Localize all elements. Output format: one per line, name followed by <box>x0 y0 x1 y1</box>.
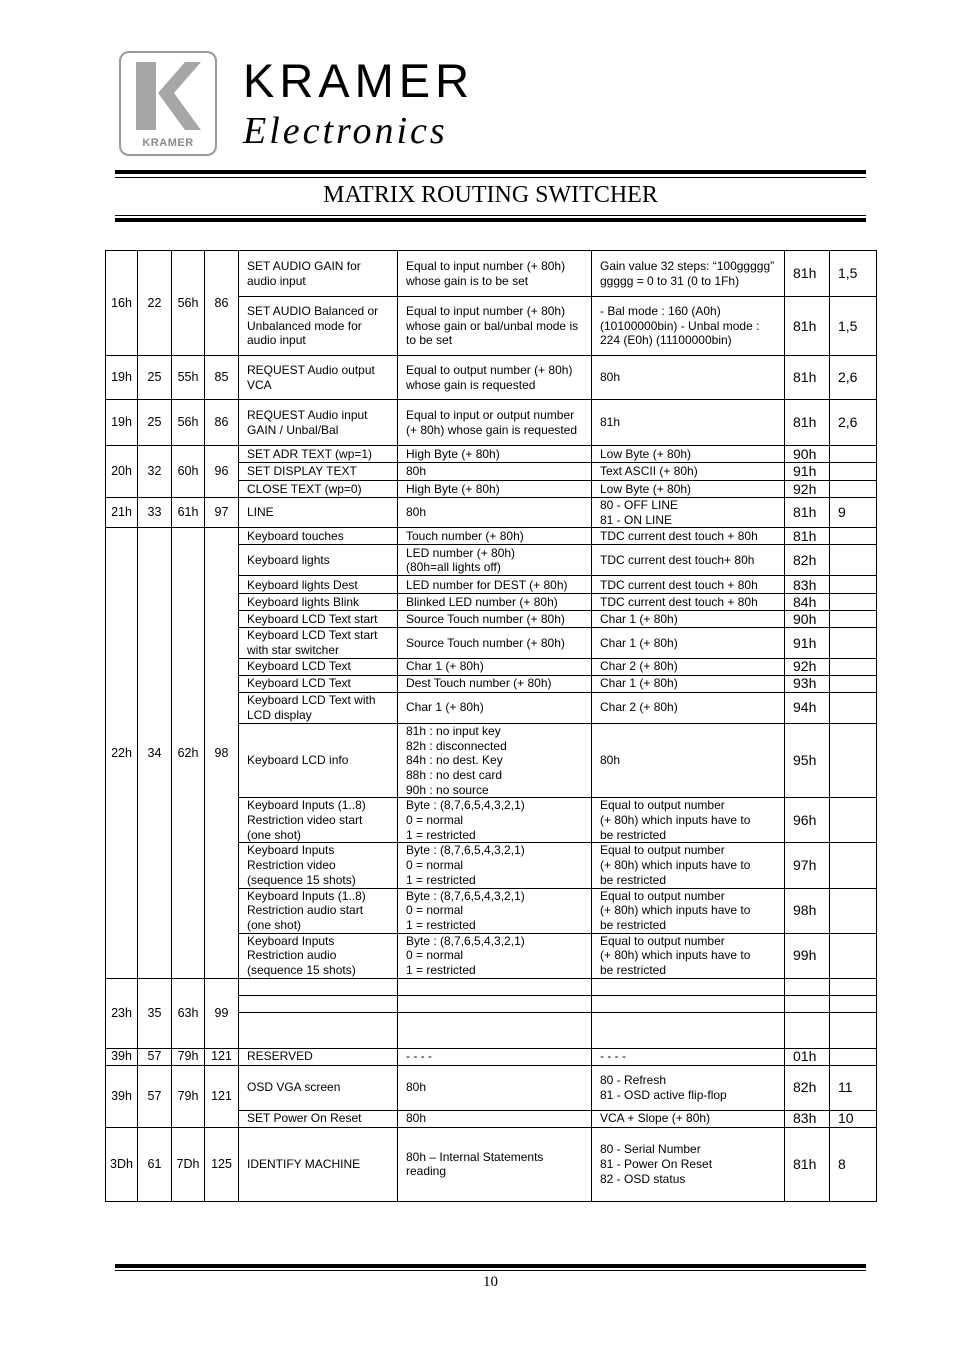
hex-code-alt-cell: 62h <box>172 528 205 978</box>
note-cell: 1,5 <box>830 251 877 297</box>
code-cell: 95h <box>785 723 830 798</box>
byte2-cell: Dest Touch number (+ 80h) <box>398 675 592 692</box>
decimal-code-alt-cell: 85 <box>205 356 239 400</box>
note-cell <box>830 658 877 675</box>
code-cell <box>785 1012 830 1048</box>
byte2-cell: Byte : (8,7,6,5,4,3,2,1) 0 = normal 1 = restricted <box>398 843 592 888</box>
byte2-cell <box>398 1012 592 1048</box>
instruction-cell: Keyboard LCD Text with LCD display <box>239 692 398 723</box>
note-cell <box>830 933 877 978</box>
code-cell: 01h <box>785 1048 830 1065</box>
byte3-cell: Char 1 (+ 80h) <box>592 675 785 692</box>
note-cell: 2,6 <box>830 356 877 400</box>
instruction-cell: SET AUDIO Balanced or Unbalanced mode for audio input <box>239 297 398 356</box>
kramer-logo <box>119 51 217 156</box>
code-cell: 83h <box>785 576 830 594</box>
hex-code-alt-cell: 56h <box>172 251 205 356</box>
byte2-cell: Char 1 (+ 80h) <box>398 692 592 723</box>
decimal-code-alt-cell: 125 <box>205 1127 239 1201</box>
byte3-cell: 80 - Refresh 81 - OSD active flip-flop <box>592 1065 785 1110</box>
byte2-cell: High Byte (+ 80h) <box>398 481 592 498</box>
note-cell <box>830 843 877 888</box>
title-rule-thin <box>115 215 866 216</box>
hex-code-cell: 21h <box>106 498 138 528</box>
instruction-cell: Keyboard lights Dest <box>239 576 398 594</box>
hex-code-cell: 39h <box>106 1048 138 1065</box>
decimal-code-cell: 35 <box>138 978 172 1048</box>
code-cell: 91h <box>785 628 830 658</box>
decimal-code-alt-cell: 86 <box>205 251 239 356</box>
note-cell <box>830 576 877 594</box>
code-cell: 99h <box>785 933 830 978</box>
code-cell: 92h <box>785 658 830 675</box>
byte2-cell <box>398 995 592 1012</box>
code-cell: 98h <box>785 888 830 933</box>
instruction-cell: Keyboard Inputs (1..8) Restriction audio start (one shot) <box>239 888 398 933</box>
hex-code-alt-cell: 61h <box>172 498 205 528</box>
code-cell: 81h <box>785 251 830 297</box>
instruction-cell: Keyboard Inputs Restriction audio (sequence 15 shots) <box>239 933 398 978</box>
command-table <box>105 250 877 1202</box>
page-number: 10 <box>483 1274 498 1290</box>
note-cell <box>830 528 877 545</box>
byte2-cell: Touch number (+ 80h) <box>398 528 592 545</box>
code-cell <box>785 995 830 1012</box>
note-cell <box>830 481 877 498</box>
hex-code-cell: 22h <box>106 528 138 978</box>
byte2-cell: Equal to input or output number (+ 80h) whose gain is requested <box>398 400 592 446</box>
table-row <box>106 528 877 545</box>
code-cell: 83h <box>785 1110 830 1127</box>
logo-wordmark: KRAMER <box>142 137 194 149</box>
byte3-cell: Low Byte (+ 80h) <box>592 446 785 463</box>
byte2-cell: 80h <box>398 498 592 528</box>
byte2-cell: Source Touch number (+ 80h) <box>398 628 592 658</box>
byte3-cell: Char 2 (+ 80h) <box>592 692 785 723</box>
note-cell: 1,5 <box>830 297 877 356</box>
instruction-cell: OSD VGA screen <box>239 1065 398 1110</box>
code-cell: 81h <box>785 528 830 545</box>
hex-code-cell: 23h <box>106 978 138 1048</box>
byte2-cell: Char 1 (+ 80h) <box>398 658 592 675</box>
instruction-cell: SET ADR TEXT (wp=1) <box>239 446 398 463</box>
hex-code-cell: 19h <box>106 400 138 446</box>
byte3-cell: Equal to output number (+ 80h) which inputs have to be restricted <box>592 843 785 888</box>
byte3-cell: - Bal mode : 160 (A0h) (10100000bin) - Unbal mode : 224 (E0h) (11100000bin) <box>592 297 785 356</box>
note-cell <box>830 692 877 723</box>
code-cell: 91h <box>785 463 830 481</box>
table-row <box>106 356 877 400</box>
note-cell <box>830 888 877 933</box>
hex-code-cell: 16h <box>106 251 138 356</box>
hex-code-alt-cell: 60h <box>172 446 205 498</box>
byte3-cell: TDC current dest touch+ 80h <box>592 545 785 576</box>
code-cell: 81h <box>785 498 830 528</box>
code-cell: 81h <box>785 356 830 400</box>
byte2-cell: Byte : (8,7,6,5,4,3,2,1) 0 = normal 1 = restricted <box>398 888 592 933</box>
instruction-cell: CLOSE TEXT (wp=0) <box>239 481 398 498</box>
byte2-cell: Blinked LED number (+ 80h) <box>398 594 592 611</box>
note-cell <box>830 1048 877 1065</box>
byte2-cell: LED number for DEST (+ 80h) <box>398 576 592 594</box>
byte3-cell: TDC current dest touch + 80h <box>592 594 785 611</box>
instruction-cell: RESERVED <box>239 1048 398 1065</box>
byte3-cell: TDC current dest touch + 80h <box>592 576 785 594</box>
section-title: MATRIX ROUTING SWITCHER <box>323 182 658 208</box>
decimal-code-cell: 57 <box>138 1048 172 1065</box>
command-table-body <box>106 251 877 1202</box>
table-row <box>106 1048 877 1065</box>
table-row <box>106 498 877 528</box>
byte2-cell: Byte : (8,7,6,5,4,3,2,1) 0 = normal 1 = restricted <box>398 933 592 978</box>
byte3-cell: 81h <box>592 400 785 446</box>
instruction-cell: Keyboard Inputs Restriction video (sequence 15 shots) <box>239 843 398 888</box>
byte3-cell <box>592 995 785 1012</box>
byte3-cell: 80 - OFF LINE 81 - ON LINE <box>592 498 785 528</box>
code-cell: 93h <box>785 675 830 692</box>
note-cell: 10 <box>830 1110 877 1127</box>
instruction-cell: REQUEST Audio output VCA <box>239 356 398 400</box>
byte3-cell: Char 1 (+ 80h) <box>592 611 785 628</box>
instruction-cell: SET Power On Reset <box>239 1110 398 1127</box>
code-cell: 96h <box>785 798 830 843</box>
footer-rule <box>115 1264 866 1268</box>
note-cell <box>830 594 877 611</box>
byte2-cell: 80h – Internal Statements reading <box>398 1127 592 1201</box>
hex-code-alt-cell: 79h <box>172 1048 205 1065</box>
decimal-code-cell: 25 <box>138 400 172 446</box>
byte3-cell <box>592 978 785 995</box>
instruction-cell: Keyboard LCD Text start <box>239 611 398 628</box>
decimal-code-alt-cell: 99 <box>205 978 239 1048</box>
table-row <box>106 1127 877 1201</box>
decimal-code-alt-cell: 96 <box>205 446 239 498</box>
note-cell <box>830 446 877 463</box>
instruction-cell <box>239 995 398 1012</box>
note-cell <box>830 798 877 843</box>
byte2-cell: LED number (+ 80h) (80h=all lights off) <box>398 545 592 576</box>
note-cell: 2,6 <box>830 400 877 446</box>
note-cell <box>830 628 877 658</box>
byte3-cell <box>592 1012 785 1048</box>
code-cell: 82h <box>785 1065 830 1110</box>
instruction-cell: SET AUDIO GAIN for audio input <box>239 251 398 297</box>
byte3-cell: Text ASCII (+ 80h) <box>592 463 785 481</box>
instruction-cell: Keyboard lights <box>239 545 398 576</box>
byte3-cell: Equal to output number (+ 80h) which inputs have to be restricted <box>592 888 785 933</box>
decimal-code-alt-cell: 97 <box>205 498 239 528</box>
decimal-code-alt-cell: 98 <box>205 528 239 978</box>
hex-code-alt-cell: 63h <box>172 978 205 1048</box>
instruction-cell: Keyboard lights Blink <box>239 594 398 611</box>
byte2-cell: 81h : no input key 82h : disconnected 84h : no dest. Key 88h : no dest card 90h : no source <box>398 723 592 798</box>
hex-code-cell: 19h <box>106 356 138 400</box>
table-row <box>106 400 877 446</box>
header-rule-thin <box>115 177 866 178</box>
byte3-cell: Gain value 32 steps: “100ggggg” ggggg = 0 to 31 (0 to 1Fh) <box>592 251 785 297</box>
code-cell: 94h <box>785 692 830 723</box>
note-cell <box>830 611 877 628</box>
byte3-cell: 80h <box>592 356 785 400</box>
note-cell <box>830 978 877 995</box>
code-cell <box>785 978 830 995</box>
code-cell: 82h <box>785 545 830 576</box>
instruction-cell: Keyboard LCD Text <box>239 658 398 675</box>
decimal-code-cell: 34 <box>138 528 172 978</box>
footer-rule-thin <box>115 1270 866 1271</box>
hex-code-cell: 39h <box>106 1065 138 1127</box>
instruction-cell: IDENTIFY MACHINE <box>239 1127 398 1201</box>
note-cell <box>830 995 877 1012</box>
hex-code-alt-cell: 79h <box>172 1065 205 1127</box>
instruction-cell: Keyboard LCD info <box>239 723 398 798</box>
instruction-cell: SET DISPLAY TEXT <box>239 463 398 481</box>
code-cell: 92h <box>785 481 830 498</box>
byte2-cell: Source Touch number (+ 80h) <box>398 611 592 628</box>
code-cell: 84h <box>785 594 830 611</box>
instruction-cell: Keyboard Inputs (1..8) Restriction video start (one shot) <box>239 798 398 843</box>
byte2-cell: 80h <box>398 1065 592 1110</box>
byte3-cell: Char 1 (+ 80h) <box>592 628 785 658</box>
decimal-code-cell: 61 <box>138 1127 172 1201</box>
code-cell: 97h <box>785 843 830 888</box>
byte2-cell <box>398 978 592 995</box>
note-cell: 11 <box>830 1065 877 1110</box>
instruction-cell: REQUEST Audio input GAIN / Unbal/Bal <box>239 400 398 446</box>
byte3-cell: - - - - <box>592 1048 785 1065</box>
code-cell: 90h <box>785 611 830 628</box>
byte3-cell: Low Byte (+ 80h) <box>592 481 785 498</box>
title-rule <box>115 218 866 222</box>
instruction-cell: Keyboard touches <box>239 528 398 545</box>
note-cell <box>830 1012 877 1048</box>
byte3-cell: 80 - Serial Number 81 - Power On Reset 82 - OSD status <box>592 1127 785 1201</box>
decimal-code-alt-cell: 121 <box>205 1048 239 1065</box>
table-row <box>106 1065 877 1110</box>
code-cell: 81h <box>785 297 830 356</box>
hex-code-alt-cell: 56h <box>172 400 205 446</box>
code-cell: 81h <box>785 400 830 446</box>
note-cell: 9 <box>830 498 877 528</box>
note-cell <box>830 545 877 576</box>
byte3-cell: Equal to output number (+ 80h) which inputs have to be restricted <box>592 798 785 843</box>
byte3-cell: TDC current dest touch + 80h <box>592 528 785 545</box>
brand-name: KRAMER <box>243 54 475 107</box>
byte2-cell: - - - - <box>398 1048 592 1065</box>
byte2-cell: Equal to output number (+ 80h) whose gain is requested <box>398 356 592 400</box>
byte3-cell: 80h <box>592 723 785 798</box>
brand-subtitle: Electronics <box>243 110 448 152</box>
byte3-cell: Equal to output number (+ 80h) which inputs have to be restricted <box>592 933 785 978</box>
decimal-code-cell: 22 <box>138 251 172 356</box>
note-cell <box>830 463 877 481</box>
byte2-cell: Equal to input number (+ 80h) whose gain is to be set <box>398 251 592 297</box>
decimal-code-cell: 25 <box>138 356 172 400</box>
byte2-cell: 80h <box>398 1110 592 1127</box>
instruction-cell: Keyboard LCD Text start with star switcher <box>239 628 398 658</box>
note-cell <box>830 723 877 798</box>
table-row <box>106 978 877 995</box>
decimal-code-cell: 33 <box>138 498 172 528</box>
hex-code-alt-cell: 7Dh <box>172 1127 205 1201</box>
header-rule <box>115 170 866 174</box>
note-cell <box>830 675 877 692</box>
table-row <box>106 251 877 297</box>
hex-code-cell: 20h <box>106 446 138 498</box>
byte2-cell: 80h <box>398 463 592 481</box>
byte3-cell: VCA + Slope (+ 80h) <box>592 1110 785 1127</box>
byte2-cell: Byte : (8,7,6,5,4,3,2,1) 0 = normal 1 = restricted <box>398 798 592 843</box>
table-row <box>106 446 877 463</box>
hex-code-cell: 3Dh <box>106 1127 138 1201</box>
code-cell: 81h <box>785 1127 830 1201</box>
byte3-cell: Char 2 (+ 80h) <box>592 658 785 675</box>
decimal-code-cell: 32 <box>138 446 172 498</box>
byte2-cell: High Byte (+ 80h) <box>398 446 592 463</box>
decimal-code-alt-cell: 86 <box>205 400 239 446</box>
note-cell: 8 <box>830 1127 877 1201</box>
decimal-code-cell: 57 <box>138 1065 172 1127</box>
code-cell: 90h <box>785 446 830 463</box>
hex-code-alt-cell: 55h <box>172 356 205 400</box>
instruction-cell: LINE <box>239 498 398 528</box>
instruction-cell <box>239 1012 398 1048</box>
decimal-code-alt-cell: 121 <box>205 1065 239 1127</box>
byte2-cell: Equal to input number (+ 80h) whose gain or bal/unbal mode is to be set <box>398 297 592 356</box>
instruction-cell: Keyboard LCD Text <box>239 675 398 692</box>
instruction-cell <box>239 978 398 995</box>
